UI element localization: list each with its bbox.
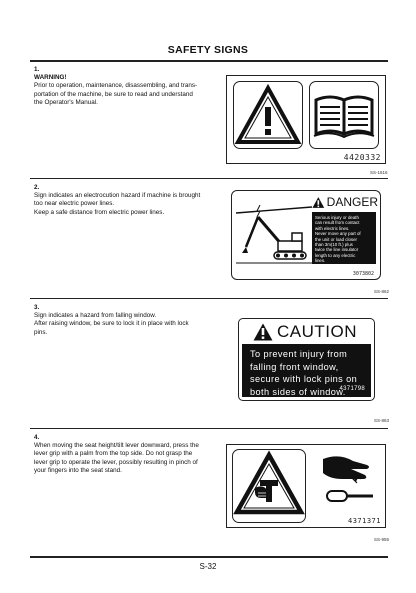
- sign-line: the unit or load closer: [315, 236, 357, 242]
- figure-code: SS-1616: [370, 170, 388, 175]
- sign-line: Never move any part of: [315, 231, 361, 237]
- caution-header: [253, 322, 357, 342]
- sign-line: falling front window,: [250, 361, 339, 372]
- text-line: too near electric power lines.: [34, 200, 115, 208]
- caution-message: [242, 344, 371, 397]
- section-heading: WARNING!: [34, 74, 67, 82]
- section-number: 3.: [34, 304, 40, 311]
- warning-triangle-icon: [234, 82, 302, 148]
- section-1-text: [34, 66, 216, 107]
- section-number: 2.: [34, 184, 40, 191]
- text-line: your fingers into the seat stand.: [34, 466, 122, 474]
- hand-panel: [309, 449, 381, 511]
- section-2-text: [34, 184, 216, 217]
- section-3-text: [34, 304, 216, 337]
- signal-word: CAUTION: [277, 322, 357, 341]
- text-line: lever grip with a palm from the top side. Do not grasp the: [34, 450, 193, 458]
- danger-header: [312, 195, 378, 209]
- section-divider: [30, 298, 388, 299]
- signal-word: DANGER: [326, 195, 378, 209]
- excavator-powerline-icon: [236, 201, 312, 273]
- section-divider: [30, 428, 388, 429]
- manual-panel: [309, 81, 379, 149]
- title-rule: [30, 60, 388, 62]
- text-line: When moving the seat height/tilt lever downward, press the: [34, 442, 199, 450]
- sign-line: with electric lines.: [315, 225, 350, 231]
- text-line: Sign indicates a hazard from falling window.: [34, 312, 157, 320]
- figure-code: SS-862: [374, 289, 390, 294]
- caution-alert-icon: [253, 323, 273, 341]
- section-number: 4.: [34, 434, 40, 441]
- manual-book-icon: [310, 82, 378, 148]
- sign-line: Serious injury or death: [315, 215, 359, 220]
- sign-line: lines.: [315, 258, 326, 264]
- text-line: After raising window, be sure to lock it in place with lock: [34, 320, 189, 328]
- sign-code: 4371798: [339, 385, 365, 392]
- warning-manual-sign: [226, 75, 386, 164]
- page-title: SAFETY SIGNS: [167, 44, 249, 56]
- sign-line: secure with lock pins on: [250, 374, 358, 384]
- sign-code: 4371371: [347, 517, 381, 525]
- section-divider: [30, 178, 388, 179]
- sign-line: length to any electric: [315, 252, 356, 258]
- danger-alert-icon: [312, 196, 325, 209]
- section-number: 1.: [34, 66, 40, 73]
- caution-sign: [238, 318, 375, 401]
- warning-panel: [233, 81, 303, 149]
- danger-sign: [231, 190, 381, 280]
- figure-code: SS-955: [374, 537, 390, 542]
- pinch-hazard-triangle-icon: [233, 450, 305, 522]
- text-line: pins.: [34, 328, 48, 336]
- text-line: Prior to operation, maintenance, disassembling, and trans-: [34, 82, 198, 90]
- text-line: portation of the machine, be sure to read and understand: [34, 90, 193, 98]
- sign-line: twice the line insulator: [315, 247, 359, 253]
- sign-line: To prevent injury from: [250, 349, 348, 359]
- sign-code: 4420332: [343, 153, 381, 162]
- sign-line: than 3m(10 ft.) plus: [315, 242, 353, 248]
- hand-press-lever-icon: [309, 449, 381, 511]
- pinch-hazard-sign: [226, 444, 386, 528]
- sign-line: both sides of window.: [250, 386, 346, 397]
- footer-rule: [30, 556, 388, 558]
- text-line: Keep a safe distance from electric power lines.: [34, 208, 165, 216]
- text-line: the Operator's Manual.: [34, 98, 98, 106]
- danger-message: [312, 212, 376, 264]
- pinch-warning-panel: [232, 449, 306, 523]
- page-number: S-32: [199, 562, 217, 571]
- figure-code: SS-863: [374, 418, 390, 423]
- sign-code: 3073802: [352, 271, 374, 277]
- text-line: Sign indicates an electrocution hazard if machine is brought: [34, 192, 201, 200]
- text-line: lever grip to operate the lever, possibly resulting in pinch of: [34, 458, 198, 466]
- section-4-text: [34, 434, 220, 475]
- sign-line: can result from contact: [315, 220, 360, 226]
